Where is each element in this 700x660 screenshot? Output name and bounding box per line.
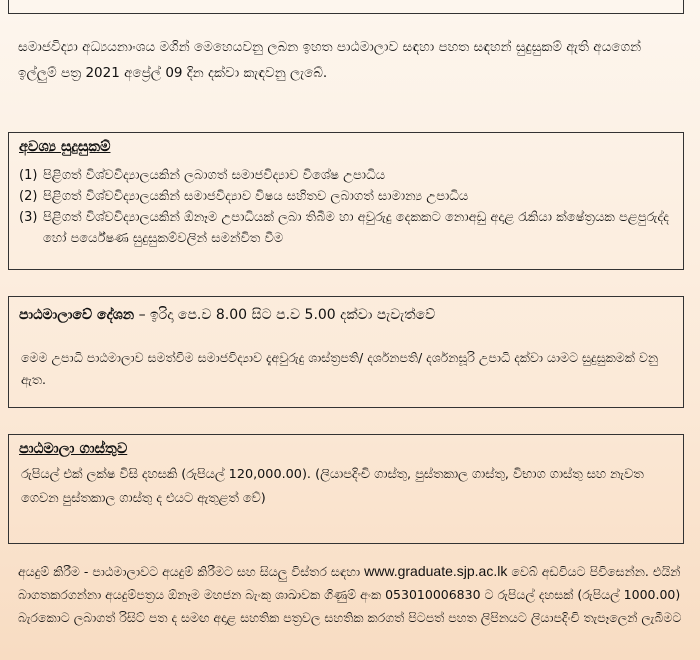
application-paragraph — [18, 560, 682, 629]
application-prefix: අයදුම් කිරීම - පාඨමාලාවට අයදුම් කිරීමට සහ සියලු විස්තර සඳහා — [18, 564, 365, 579]
requirements-heading: අවශ්‍ය සුදුසුකම් — [19, 139, 111, 155]
list-item — [19, 165, 683, 186]
fees-section — [8, 434, 684, 544]
item-number: (3) — [19, 210, 38, 225]
lectures-heading: පාඨමාලාවේ දේශන — [19, 307, 135, 323]
requirements-section — [8, 132, 684, 270]
application-rest: වෙබ් අඩවියට පිවිසෙන්න. එයින් බාගතකරගන්නා අයදුම්පත්‍රය ඕනෑම මහජන බැංකු ශාඛාවක ගිණුම් අංක 053010006830 ට රුපියල් දහසක් (රුපියල් 1000.00) බැරකොට ලබාගත් රිසිට් පත ද සමඟ අදාළ සහතික පත්‍රවල සහතික කරගත් පිටපත් පහත ලිපිනයට ලියාපදිංචි තැපෑලෙන් ලැබීමට — [18, 564, 682, 625]
list-item — [19, 186, 683, 207]
top-box-fragment — [8, 0, 684, 14]
lectures-line — [19, 307, 683, 323]
requirements-list — [19, 165, 683, 249]
item-text: පිළිගත් විශ්වවිද්‍යාලයකින් ඕනෑම උපාධියක් ලබා තිබීම හා අවුරුදු දෙකකට නොඅඩු අදාළ රැකියා ක්ෂේත්‍රයක පළපුරුද්ද හෝ පර්යේෂණ සුදුසුකම්වලින් සමන්විත වීම — [43, 210, 669, 246]
intro-paragraph: සමාජවිද්‍යා අධ්‍යයනාංශය මගින් මෙහෙයවනු ලබන ඉහත පාඨමාලාව සඳහා පහත සඳහන් සුදුසුකම් ඇති අයගෙන් ඉල්ලුම් පත්‍ර 2021 අප්‍රේල් 09 දින දක්වා කැඳවනු ලැබේ. — [18, 39, 642, 81]
list-item — [19, 207, 683, 249]
fees-text: රුපියල් එක් ලක්ෂ විසි දහසකි (රුපියල් 120,000.00). (ලියාපදිංචි ගාස්තු, පුස්තකාල ගාස්තු, විභාග ගාස්තු සහ නැවත ගෙවන පුස්තකාල ගාස්තු ද එයට ඇතුළත් වේ) — [21, 467, 644, 506]
item-text: පිළිගත් විශ්වවිද්‍යාලයකින් ලබාගත් සමාජවිද්‍යාව විශේෂ උපාධිය — [43, 168, 386, 183]
fees-heading: පාඨමාලා ගාස්තුව — [19, 441, 128, 457]
item-number: (2) — [19, 189, 38, 204]
lectures-note: මෙම උපාධි පාඨමාලාව සමත්වීම සමාජවිද්‍යාව දැඅවුරුදු ශාස්ත්‍රපති/ දර්ශනපති/ දර්ශනසූරි උපාධි දක්වා යාමට සුදුසුකමක් වනු ඇත. — [21, 350, 658, 387]
website-link[interactable]: www.graduate.sjp.ac.lk — [364, 563, 508, 579]
item-text: පිළිගත් විශ්වවිද්‍යාලයකින් සමාජවිද්‍යාව විෂය සහිතව ලබාගත් සාමාන්‍ය උපාධිය — [43, 189, 469, 204]
lectures-section — [8, 296, 684, 408]
lectures-detail: – ඉරිදා පෙ.ව 8.00 සිට ප.ව 5.00 දක්වා පැවැත්වේ — [134, 307, 436, 323]
item-number: (1) — [19, 168, 38, 183]
